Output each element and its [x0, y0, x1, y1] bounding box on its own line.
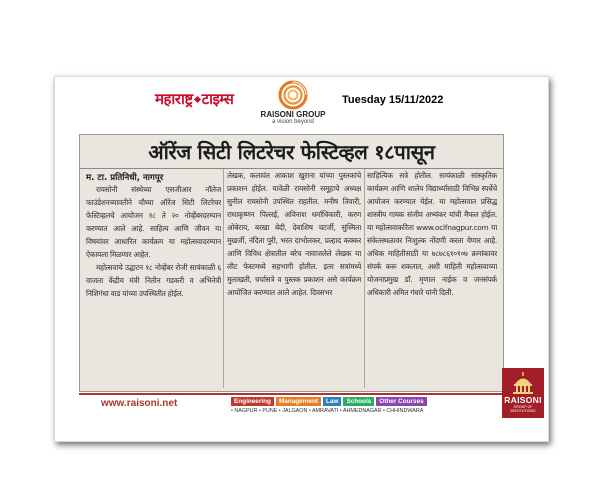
masthead-diamond-icon: [194, 96, 201, 103]
course-schools: Schools: [343, 397, 374, 406]
col1-paragraph-1: रायसोनी संस्थेच्या एसजीआर नॉलेज फाउंडेशनच्यावतीने चौथ्या ऑरेंज सिटी लिटरेचर फेस्टिव्हलचे आयोजन १८ ते २० नोव्हेंबरदरम्यान करण्यात आले आहे. साहित्य आणि जीवन या विषयांवर आधारित कार्यक्रम या महोत्सवादरम्यान ऐकायला मिळणार आहेत.: [86, 185, 221, 259]
col2-paragraph: लेखक, कलावंत आकाश खुराना यांच्या पुस्तकांचे प्रकाशन होईल. यावेळी रायसोनी समूहाचे अध्यक्ष सुनील रायसोनी उपस्थित राहतील. मनीष तिवारी, राधाकृष्णन पिल्लई, अविनाश धर्माधिकारी, करण ओबेराय, बरखा बेदी, देबाशिष चटर्जी, सुस्मिता मुखर्जी, नंदिता पुरी, भरत दाभोलकर, प्रल्हाद कक्कर आणि विविध क्षेत्रातील बरेच नावाजलेले लेखक या लीट फेस्टमध्ये सहभागी होतील. इतर सत्रांमध्ये मुलाखती, चर्चासत्रे व पुस्तक प्रकाशन असे कार्यक्रम आयोजित करण्यात आले आहेत. दिवसभर: [227, 171, 361, 297]
raisoni-badge: [502, 368, 544, 418]
article-byline: म. टा. प्रतिनिधी, नागपूर: [86, 173, 164, 183]
website-link[interactable]: www.raisoni.net: [101, 398, 178, 409]
badge-subtitle: GROUP OF INSTITUTIONS: [510, 405, 536, 413]
publication-date: Tuesday 15/11/2022: [342, 94, 444, 106]
campus-cities: • NAGPUR • PUNE • JALGAON • AMRAVATI • AHMEDNAGAR • CHHINDWARA: [231, 408, 424, 414]
col1-paragraph-2: महोत्सवाचे उद्घाटन १८ नोव्हेंबर रोजी सायंकाळी ६ वाजता केंद्रीय मंत्री नितीन गडकरी व अभिनेत्री निशिगंधा वाड यांच्या उपस्थितीत होईल.: [86, 263, 221, 298]
col3-text: साहित्यिक सत्रे होतील. सायंकाळी सांस्कृतिक कार्यक्रम आणि शालेय विद्यार्थ्यांसाठी विभिन्न स्पर्धेचे आयोजन करण्यात येईल. या महोत्सवात प्रसिद्ध शास्त्रीय गायक संजीव अभ्यंकर यांची मैफल होईल. या महोत्सवाकरिता: [367, 171, 497, 232]
swirl-logo-icon: [275, 80, 311, 110]
col3-paragraph: [367, 169, 497, 299]
article-column-2: [227, 169, 361, 388]
course-other: Other Courses: [376, 397, 426, 406]
course-management: Management: [276, 397, 321, 406]
column-divider: [364, 169, 365, 388]
badge-name: RAISONI: [504, 395, 542, 405]
logo-name: RAISONI GROUP: [260, 110, 326, 119]
dome-building-icon: [510, 372, 536, 394]
logo-tagline: a vision beyond: [272, 119, 314, 125]
column-divider: [223, 169, 224, 388]
col3-tail: या संकेतस्थळावर निःशुल्क नोंदणी करता येणार आहे. अधिक माहितीसाठी या ७८७८६१०१०७ क्रमांकावर संपर्क करू शकतात, अशी माहिती महोत्सवाच्या योजनाप्रमुख डॉ. मृणाल नाईक व जनसंपर्क अधिकारी अमित गंधारे यांनी दिली.: [367, 223, 497, 297]
masthead-part1: महाराष्ट्र: [155, 90, 193, 108]
article-column-1: [86, 183, 221, 388]
event-website-link[interactable]: www.oclfnagpur.com: [416, 223, 489, 232]
raisoni-group-logo: [258, 80, 328, 126]
course-law: Law: [323, 397, 341, 406]
newspaper-masthead: [155, 91, 233, 107]
course-list: [231, 397, 427, 406]
newspaper-clipping: [79, 134, 504, 392]
article-column-3: [367, 169, 497, 388]
clipping-card: [54, 76, 549, 442]
course-engineering: Engineering: [231, 397, 274, 406]
masthead-part2: टाइम्स: [201, 90, 234, 108]
article-headline: ऑरेंज सिटी लिटरेचर फेस्टिव्हल १८पासून: [80, 135, 503, 169]
institution-banner: [79, 393, 502, 419]
